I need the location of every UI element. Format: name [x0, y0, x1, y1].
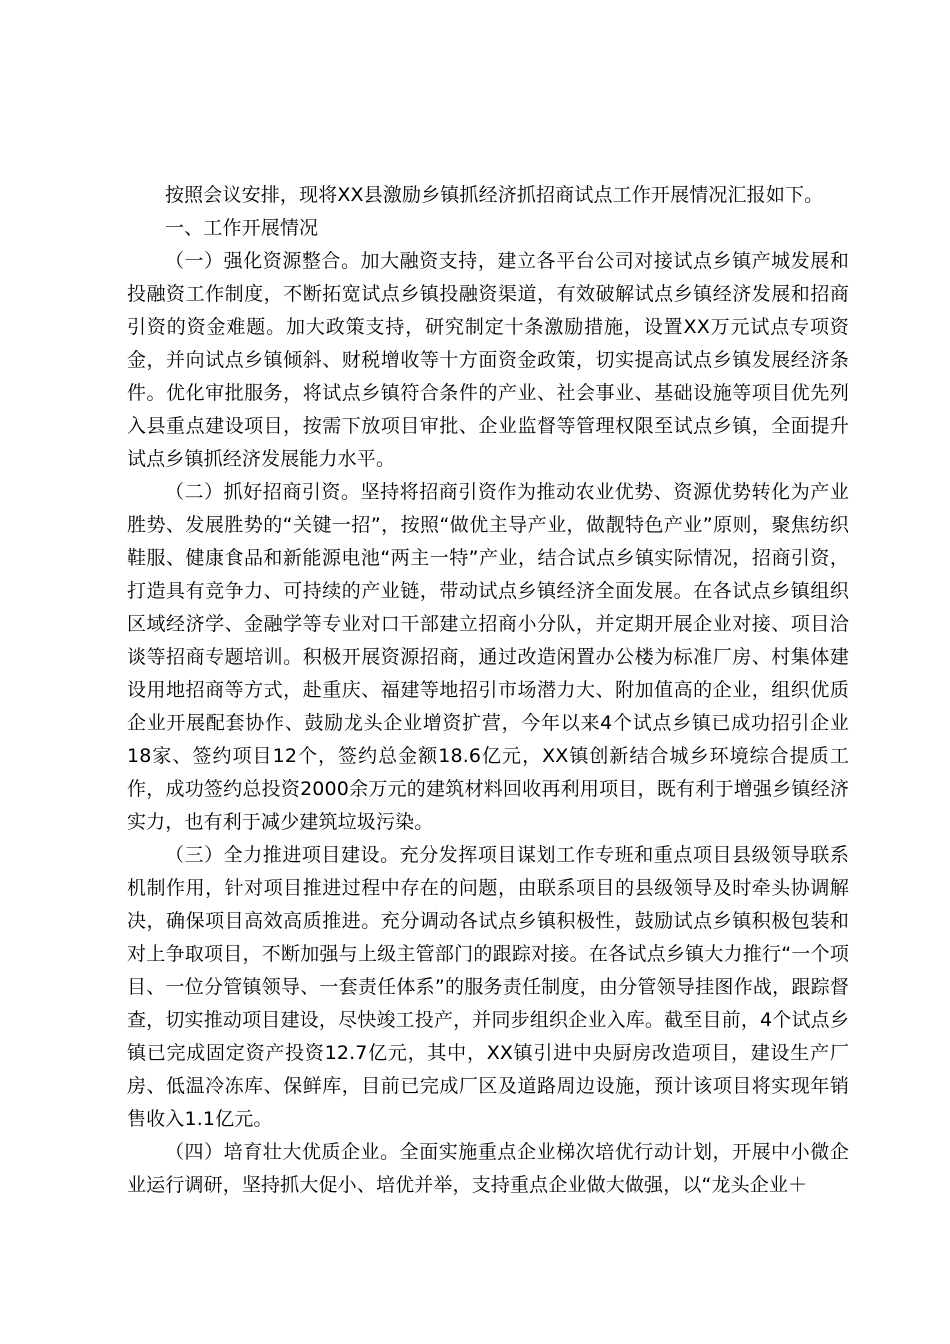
paragraph-project-construction: （三）全力推进项目建设。充分发挥项目谋划工作专班和重点项目县级领导联系机制作用，针对项目推进过程中存在的问题，由联系项目的县级领导及时牵头协调解决，确保项目高效高质推进。充分调动各试点乡镇积极性，鼓励试点乡镇积极包装和对上争取项目，不断加强与上级主管部门的跟踪对接。在各试点乡镇大力推行“一个项目、一位分管镇领导、一套责任体系”的服务责任制度，由分管领导挂图作战，跟踪督查，切实推动项目建设，尽快竣工投产，并同步组织企业入库。截至目前，4个试点乡镇已完成固定资产投资12.7亿元，其中，XX镇引进中央厨房改造项目，建设生产厂房、低温冷冻库、保鲜库，目前已完成厂区及道路周边设施，预计该项目将实现年销售收入1.1亿元。 [127, 844, 849, 1130]
document-body [127, 179, 849, 1202]
paragraph-investment-promotion: （二）抓好招商引资。坚持将招商引资作为推动农业优势、资源优势转化为产业胜势、发展胜势的“关键一招”，按照“做优主导产业，做靓特色产业”原则，聚焦纺织鞋服、健康食品和新能源电池“两主一特”产业，结合试点乡镇实际情况，招商引资，打造具有竞争力、可持续的产业链，带动试点乡镇经济全面发展。在各试点乡镇组织区域经济学、金融学等专业对口干部建立招商小分队，并定期开展企业对接、项目洽谈等招商专题培训。积极开展资源招商，通过改造闲置办公楼为标准厂房、村集体建设用地招商等方式，赴重庆、福建等地招引市场潜力大、附加值高的企业，组织优质企业开展配套协作、鼓励龙头企业增资扩营，今年以来4个试点乡镇已成功招引企业18家、签约项目12个，签约总金额18.6亿元，XX镇创新结合城乡环境综合提质工作，成功签约总投资2000余万元的建筑材料回收再利用项目，既有利于增强乡镇经济实力，也有利于减少建筑垃圾污染。 [127, 481, 849, 833]
intro-paragraph: 按照会议安排，现将XX县激励乡镇抓经济抓招商试点工作开展情况汇报如下。 [165, 184, 824, 206]
section-heading: 一、工作开展情况 [165, 217, 319, 239]
paragraph-quality-enterprises: （四）培育壮大优质企业。全面实施重点企业梯次培优行动计划，开展中小微企业运行调研，坚持抓大促小、培优并举，支持重点企业做大做强，以“龙头企业＋ [127, 1141, 849, 1196]
paragraph-resource-integration: （一）强化资源整合。加大融资支持，建立各平台公司对接试点乡镇产城发展和投融资工作制度，不断拓宽试点乡镇投融资渠道，有效破解试点乡镇经济发展和招商引资的资金难题。加大政策支持，研究制定十条激励措施，设置XX万元试点专项资金，并向试点乡镇倾斜、财税增收等十方面资金政策，切实提高试点乡镇发展经济条件。优化审批服务，将试点乡镇符合条件的产业、社会事业、基础设施等项目优先列入县重点建设项目，按需下放项目审批、企业监督等管理权限至试点乡镇，全面提升试点乡镇抓经济发展能力水平。 [127, 250, 849, 470]
